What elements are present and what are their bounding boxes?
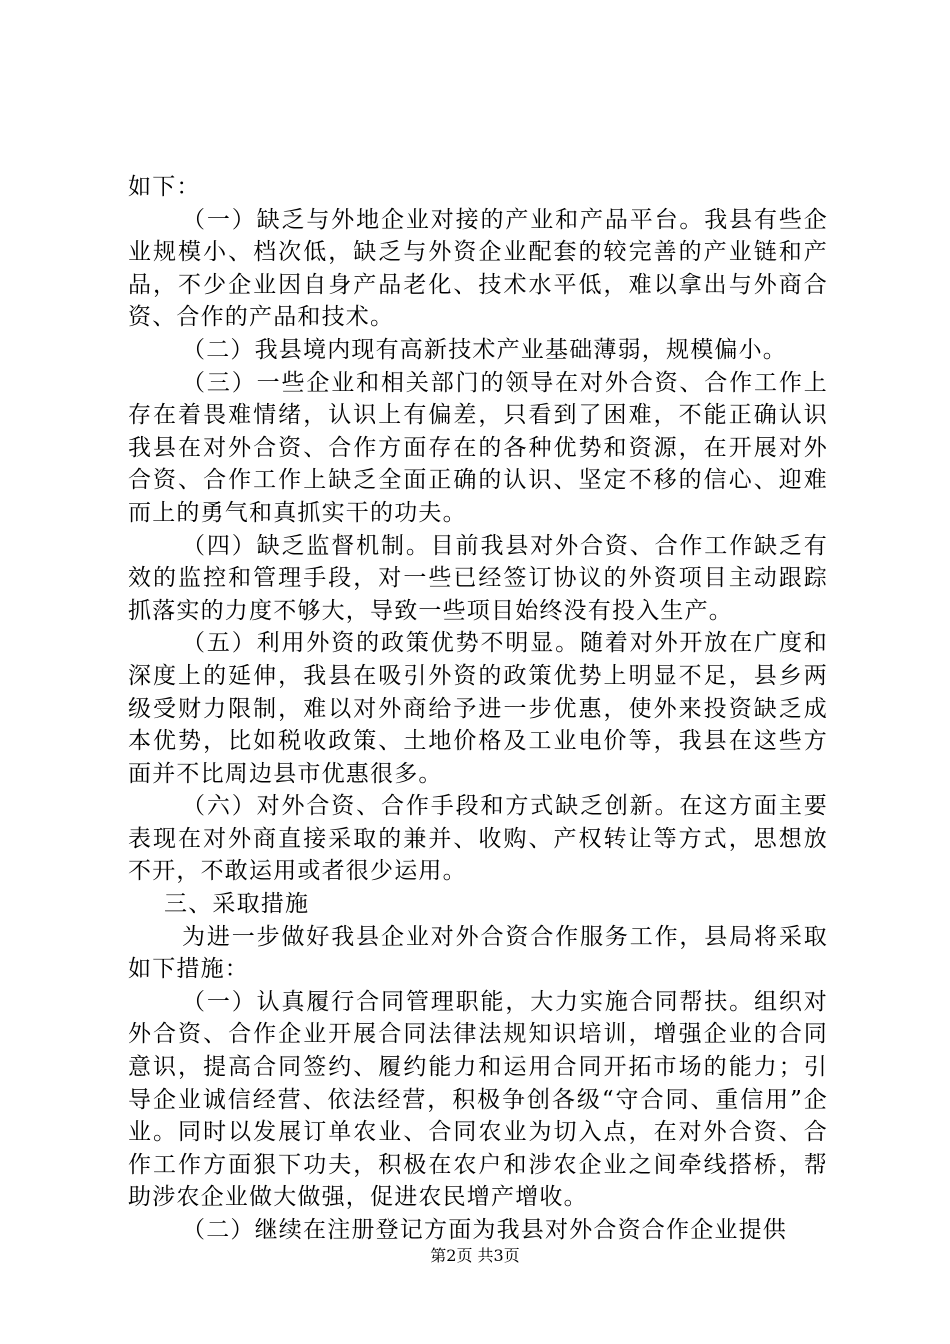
document-body <box>128 171 828 1247</box>
paragraph-measure-2: （二）继续在注册登记方面为我县对外合资合作企业提供 <box>182 1217 787 1243</box>
paragraph-issue-5: （五）利用外资的政策优势不明显。随着对外开放在广度和深度上的延伸，我县在吸引外资的政策优势上明显不足，县乡两级受财力限制，难以对外商给予进一步优惠，使外来投资缺乏成本优势，比如税收政策、土地价格及工业电价等，我县在这些方面并不比周边县市优惠很多。 <box>128 630 828 787</box>
paragraph-issue-3: （三）一些企业和相关部门的领导在对外合资、合作工作上存在着畏难情绪，认识上有偏差，只看到了困难，不能正确认识我县在对外合资、合作方面存在的各种优势和资源，在开展对外合资、合作工作上缺乏全面正确的认识、坚定不移的信心、迎难而上的勇气和真抓实干的功夫。 <box>128 369 828 526</box>
paragraph-issue-2: （二）我县境内现有高新技术产业基础薄弱，规模偏小。 <box>182 336 787 363</box>
paragraph-measure-1: （一）认真履行合同管理职能，大力实施合同帮扶。组织对外合资、合作企业开展合同法律法规知识培训，增强企业的合同意识，提高合同签约、履约能力和运用合同开拓市场的能力；引导企业诚信经营、依法经营，积极争创各级“守合同、重信用”企业。同时以发展订单农业、合同农业为切入点，在对外合资、合作工作方面狠下功夫，积极在农户和涉农企业之间牵线搭桥，帮助涉农企业做大做强，促进农民增产增收。 <box>128 988 828 1211</box>
paragraph-issue-6: （六）对外合资、合作手段和方式缺乏创新。在这方面主要表现在对外商直接采取的兼并、收购、产权转让等方式，思想放不开，不敢运用或者很少运用。 <box>128 793 828 885</box>
page-number-footer: 第2页 共3页 <box>430 1246 520 1265</box>
section-heading-measures: 三、采取措施 <box>164 891 310 918</box>
paragraph-issue-4: （四）缺乏监督机制。目前我县对外合资、合作工作缺乏有效的监控和管理手段，对一些已经签订协议的外资项目主动跟踪抓落实的力度不够大，导致一些项目始终没有投入生产。 <box>128 532 828 624</box>
paragraph-issue-1: （一）缺乏与外地企业对接的产业和产品平台。我县有些企业规模小、档次低，缺乏与外资企业配套的较完善的产业链和产品，不少企业因自身产品老化、技术水平低，难以拿出与外商合资、合作的产品和技术。 <box>128 206 828 331</box>
paragraph-measures-intro: 为进一步做好我县企业对外合资合作服务工作，县局将采取如下措施： <box>128 923 828 983</box>
paragraph-continuation: 如下： <box>128 174 201 200</box>
